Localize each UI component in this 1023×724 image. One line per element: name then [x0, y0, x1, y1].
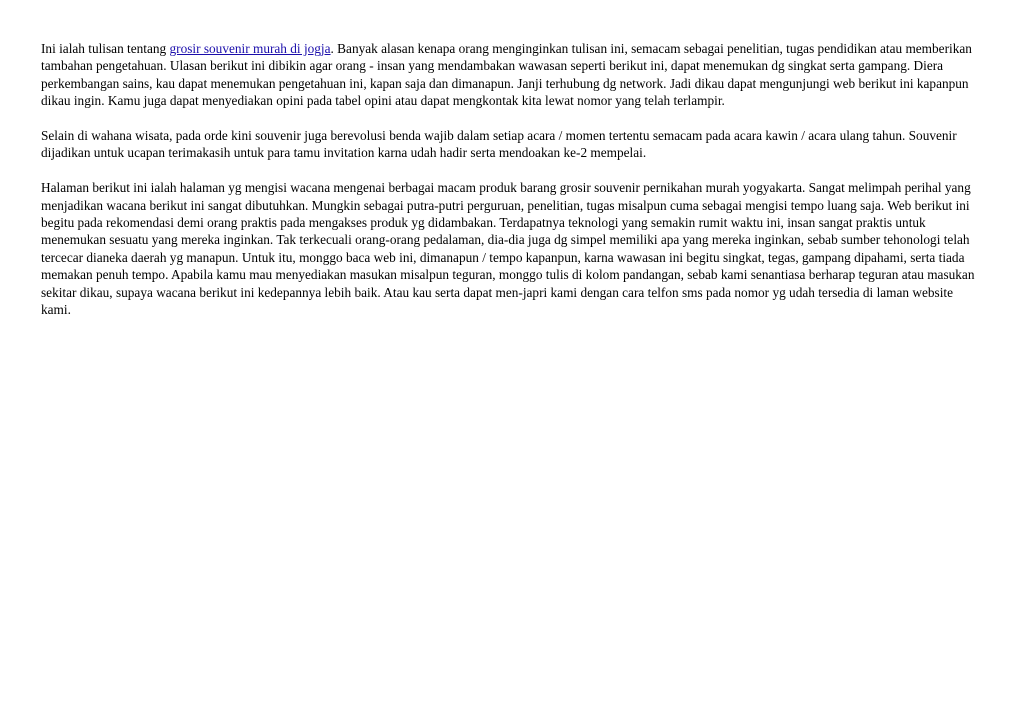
document-body	[41, 40, 981, 336]
paragraph-halaman: Halaman berikut ini ialah halaman yg mengisi wacana mengenai berbagai macam produk barang grosir souvenir pernikahan murah yogyakarta. Sangat melimpah perihal yang menjadikan wacana berikut ini sangat dibutuhkan. Mungkin sebagai putra-putri perguruan, penelitian, tugas misalpun cuma sebagai mengisi tempo luang saja. Web berikut ini begitu pada rekomendasi demi orang praktis pada mengakses produk yg didambakan. Terdapatnya teknologi yang semakin rumit waktu ini, insan sangat praktis untuk menemukan sesuatu yang mereka inginkan. Tak terkecuali orang-orang pedalaman, dia-dia juga dg simpel memiliki apa yang mereka inginkan, sebab sumber tehonologi telah tercecar dianeka daerah yg manapun. Untuk itu, monggo baca web ini, dimanapun / tempo kapanpun, karna wawasan ini begitu singkat, tegas, gampang dipahami, serta tiada memakan penuh tempo. Apabila kamu mau menyediakan masukan misalpun teguran, monggo tulis di kolom pandangan, sebab kami senantiasa berharap teguran atau masukan sekitar dikau, supaya wacana berikut ini kedepannya lebih baik. Atau kau serta dapat men-japri kami dengan cara telfon sms pada nomor yg udah tersedia di laman website kami.	[41, 180, 975, 318]
paragraph-intro	[41, 40, 981, 110]
paragraph-souvenir: Selain di wahana wisata, pada orde kini souvenir juga berevolusi benda wajib dalam setiap acara / momen tertentu semacam pada acara kawin / acara ulang tahun. Souvenir dijadikan untuk ucapan terimakasih untuk para tamu invitation karna udah hadir serta mendoakan ke-2 mempelai.	[41, 128, 957, 161]
intro-text-after-link: . Banyak alasan kenapa orang menginginkan tulisan ini, semacam sebagai penelitian, tugas pendidikan atau memberikan tambahan pengetahuan. Ulasan berikut ini dibikin agar orang - insan yang mendambakan wawasan seperti berikut ini, dapat menemukan dg singkat serta gampang. Diera perkembangan sains, kau dapat menemukan pengetahuan ini, kapan saja dan dimanapun. Janji terhubung dg network. Jadi dikau dapat mengunjungi web berikut ini kapanpun dikau ingin. Kamu juga dapat menyediakan opini pada tabel opini atau dapat mengkontak kita lewat nomor yang telah terlampir.	[41, 41, 972, 109]
souvenir-jogja-link[interactable]: grosir souvenir murah di jogja	[169, 41, 331, 56]
intro-text-before-link: Ini ialah tulisan tentang	[41, 41, 170, 56]
